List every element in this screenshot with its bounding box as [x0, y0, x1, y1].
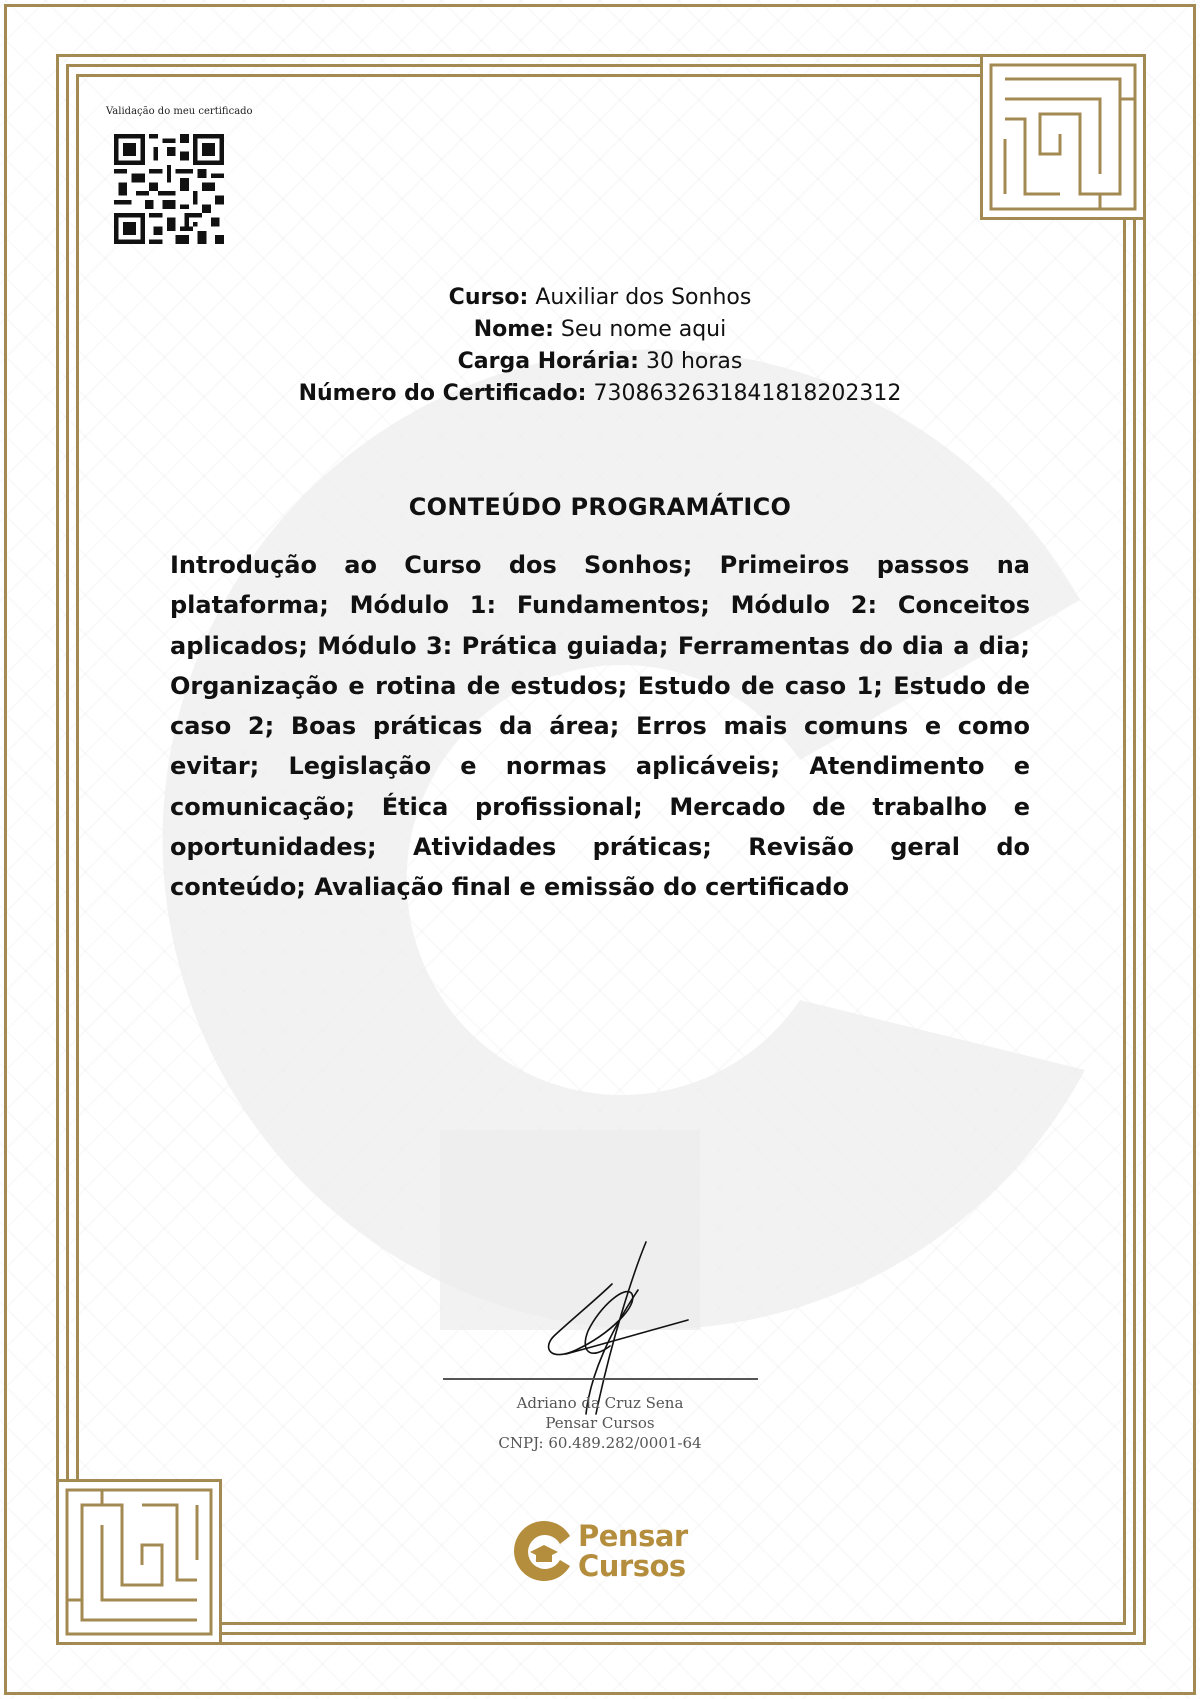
syllabus-text: Introdução ao Curso dos Sonhos; Primeiros passos na plataforma; Módulo 1: Fundamentos; Módulo 2: Conceitos aplicados; Módulo 3: Prática guiada; Ferramentas do dia a dia; Organização e rotina de estudos; Estudo de caso 1; Estudo de caso 2; Boas práticas da área; Erros mais comuns e como evitar; Legislação e normas aplicáveis; Atendimento e comunicação; Ética profissional; Mercado de trabalho e oportunidades; Atividades práticas; Revisão geral do conteúdo; Avaliação final e emissão do certificado	[170, 551, 1030, 902]
handwritten-signature	[540, 1236, 720, 1418]
course-line	[0, 282, 1200, 314]
name-line	[0, 314, 1200, 346]
hours-value: 30 horas	[645, 349, 743, 374]
hours-line	[0, 346, 1200, 378]
course-value: Auxiliar dos Sonhos	[535, 285, 752, 310]
name-label: Nome:	[473, 317, 554, 342]
certificate-info	[0, 282, 1200, 410]
hours-label: Carga Horária:	[457, 349, 639, 374]
signer-name: Adriano da Cruz Sena	[516, 1394, 684, 1412]
brand-line-2: Cursos	[578, 1549, 686, 1583]
qr-code[interactable]	[114, 134, 224, 244]
certificate-number-value: 7308632631841818202312	[593, 381, 902, 406]
course-label: Curso:	[448, 285, 529, 310]
signer-block	[0, 1393, 1200, 1453]
signer-company: Pensar Cursos	[545, 1414, 655, 1432]
brand-line-1: Pensar	[578, 1519, 688, 1553]
corner-ornament-bottom-left	[56, 1479, 222, 1645]
name-value: Seu nome aqui	[560, 317, 727, 342]
signer-cnpj: CNPJ: 60.489.282/0001-64	[498, 1434, 702, 1452]
corner-ornament-top-right	[980, 54, 1146, 220]
certificate-number-line	[0, 378, 1200, 410]
brand-wordmark	[578, 1521, 688, 1581]
qr-caption: Validação do meu certificado	[106, 106, 253, 117]
signature-line	[443, 1378, 758, 1380]
certificate-number-label: Número do Certificado:	[298, 381, 587, 406]
syllabus-title: CONTEÚDO PROGRAMÁTICO	[408, 493, 792, 521]
